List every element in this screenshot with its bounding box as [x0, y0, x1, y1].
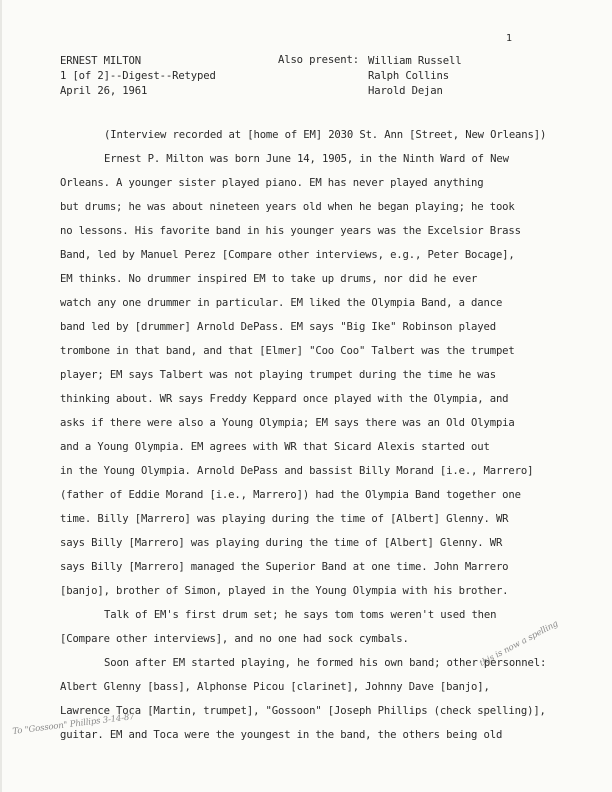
also-present-label: Also present:	[278, 54, 359, 66]
body-line: asks if there were also a Young Olympia; EM says there was an Old Olympia	[60, 417, 515, 429]
body-line: band led by [drummer] Arnold DePass. EM says "Big Ike" Robinson played	[60, 321, 496, 333]
body-line: thinking about. WR says Freddy Keppard once played with the Olympia, and	[60, 393, 509, 405]
body-line: (Interview recorded at [home of EM] 2030 St. Ann [Street, New Orleans])	[104, 129, 547, 141]
also-present-name: Ralph Collins	[368, 70, 449, 82]
body-line: Orleans. A younger sister played piano. EM has never played anything	[60, 177, 484, 189]
interview-date: April 26, 1961	[60, 85, 148, 97]
body-line: time. Billy [Marrero] was playing during the time of [Albert] Glenny. WR	[60, 513, 509, 525]
handwritten-margin-note: this is now a spelling	[478, 618, 560, 669]
body-line: no lessons. His favorite band in his younger years was the Excelsior Brass	[60, 225, 521, 237]
body-line: [banjo], brother of Simon, played in the Young Olympia with his brother.	[60, 585, 509, 597]
interviewee-name: ERNEST MILTON	[60, 55, 141, 67]
scan-edge	[0, 0, 2, 792]
body-line: trombone in that band, and that [Elmer] "Coo Coo" Talbert was the trumpet	[60, 345, 515, 357]
reel-info: 1 [of 2]--Digest--Retyped	[60, 70, 216, 82]
body-line: Lawrence Toca [Martin, trumpet], "Gossoon" [Joseph Phillips (check spelling)],	[60, 705, 546, 717]
also-present-name: Harold Dejan	[368, 85, 443, 97]
body-line: guitar. EM and Toca were the youngest in the band, the others being old	[60, 729, 503, 741]
body-line: watch any one drummer in particular. EM liked the Olympia Band, a dance	[60, 297, 503, 309]
body-line: EM thinks. No drummer inspired EM to take up drums, nor did he ever	[60, 273, 478, 285]
body-line: and a Young Olympia. EM agrees with WR that Sicard Alexis started out	[60, 441, 490, 453]
header-left	[60, 54, 216, 99]
body-line: Talk of EM's first drum set; he says tom toms weren't used then	[104, 609, 497, 621]
also-present-list	[368, 54, 461, 99]
body-line: in the Young Olympia. Arnold DePass and bassist Billy Morand [i.e., Marrero]	[60, 465, 534, 477]
page-number: 1	[506, 33, 512, 44]
body-line: says Billy [Marrero] was playing during the time of [Albert] Glenny. WR	[60, 537, 503, 549]
handwritten-margin-note: To "Gossoon" Phillips 3-14-87	[12, 712, 136, 737]
body-line: says Billy [Marrero] managed the Superior Band at one time. John Marrero	[60, 561, 509, 573]
body-line: Band, led by Manuel Perez [Compare other interviews, e.g., Peter Bocage],	[60, 249, 515, 261]
body-line: but drums; he was about nineteen years old when he began playing; he took	[60, 201, 515, 213]
body-line: player; EM says Talbert was not playing trumpet during the time he was	[60, 369, 496, 381]
body-line: Albert Glenny [bass], Alphonse Picou [clarinet], Johnny Dave [banjo],	[60, 681, 490, 693]
body-line: Soon after EM started playing, he formed his own band; other personnel:	[104, 657, 547, 669]
body-line: (father of Eddie Morand [i.e., Marrero]) had the Olympia Band together one	[60, 489, 521, 501]
body-line: [Compare other interviews], and no one had sock cymbals.	[60, 633, 409, 645]
body-line: Ernest P. Milton was born June 14, 1905, in the Ninth Ward of New	[104, 153, 509, 165]
also-present-name: William Russell	[368, 55, 462, 67]
